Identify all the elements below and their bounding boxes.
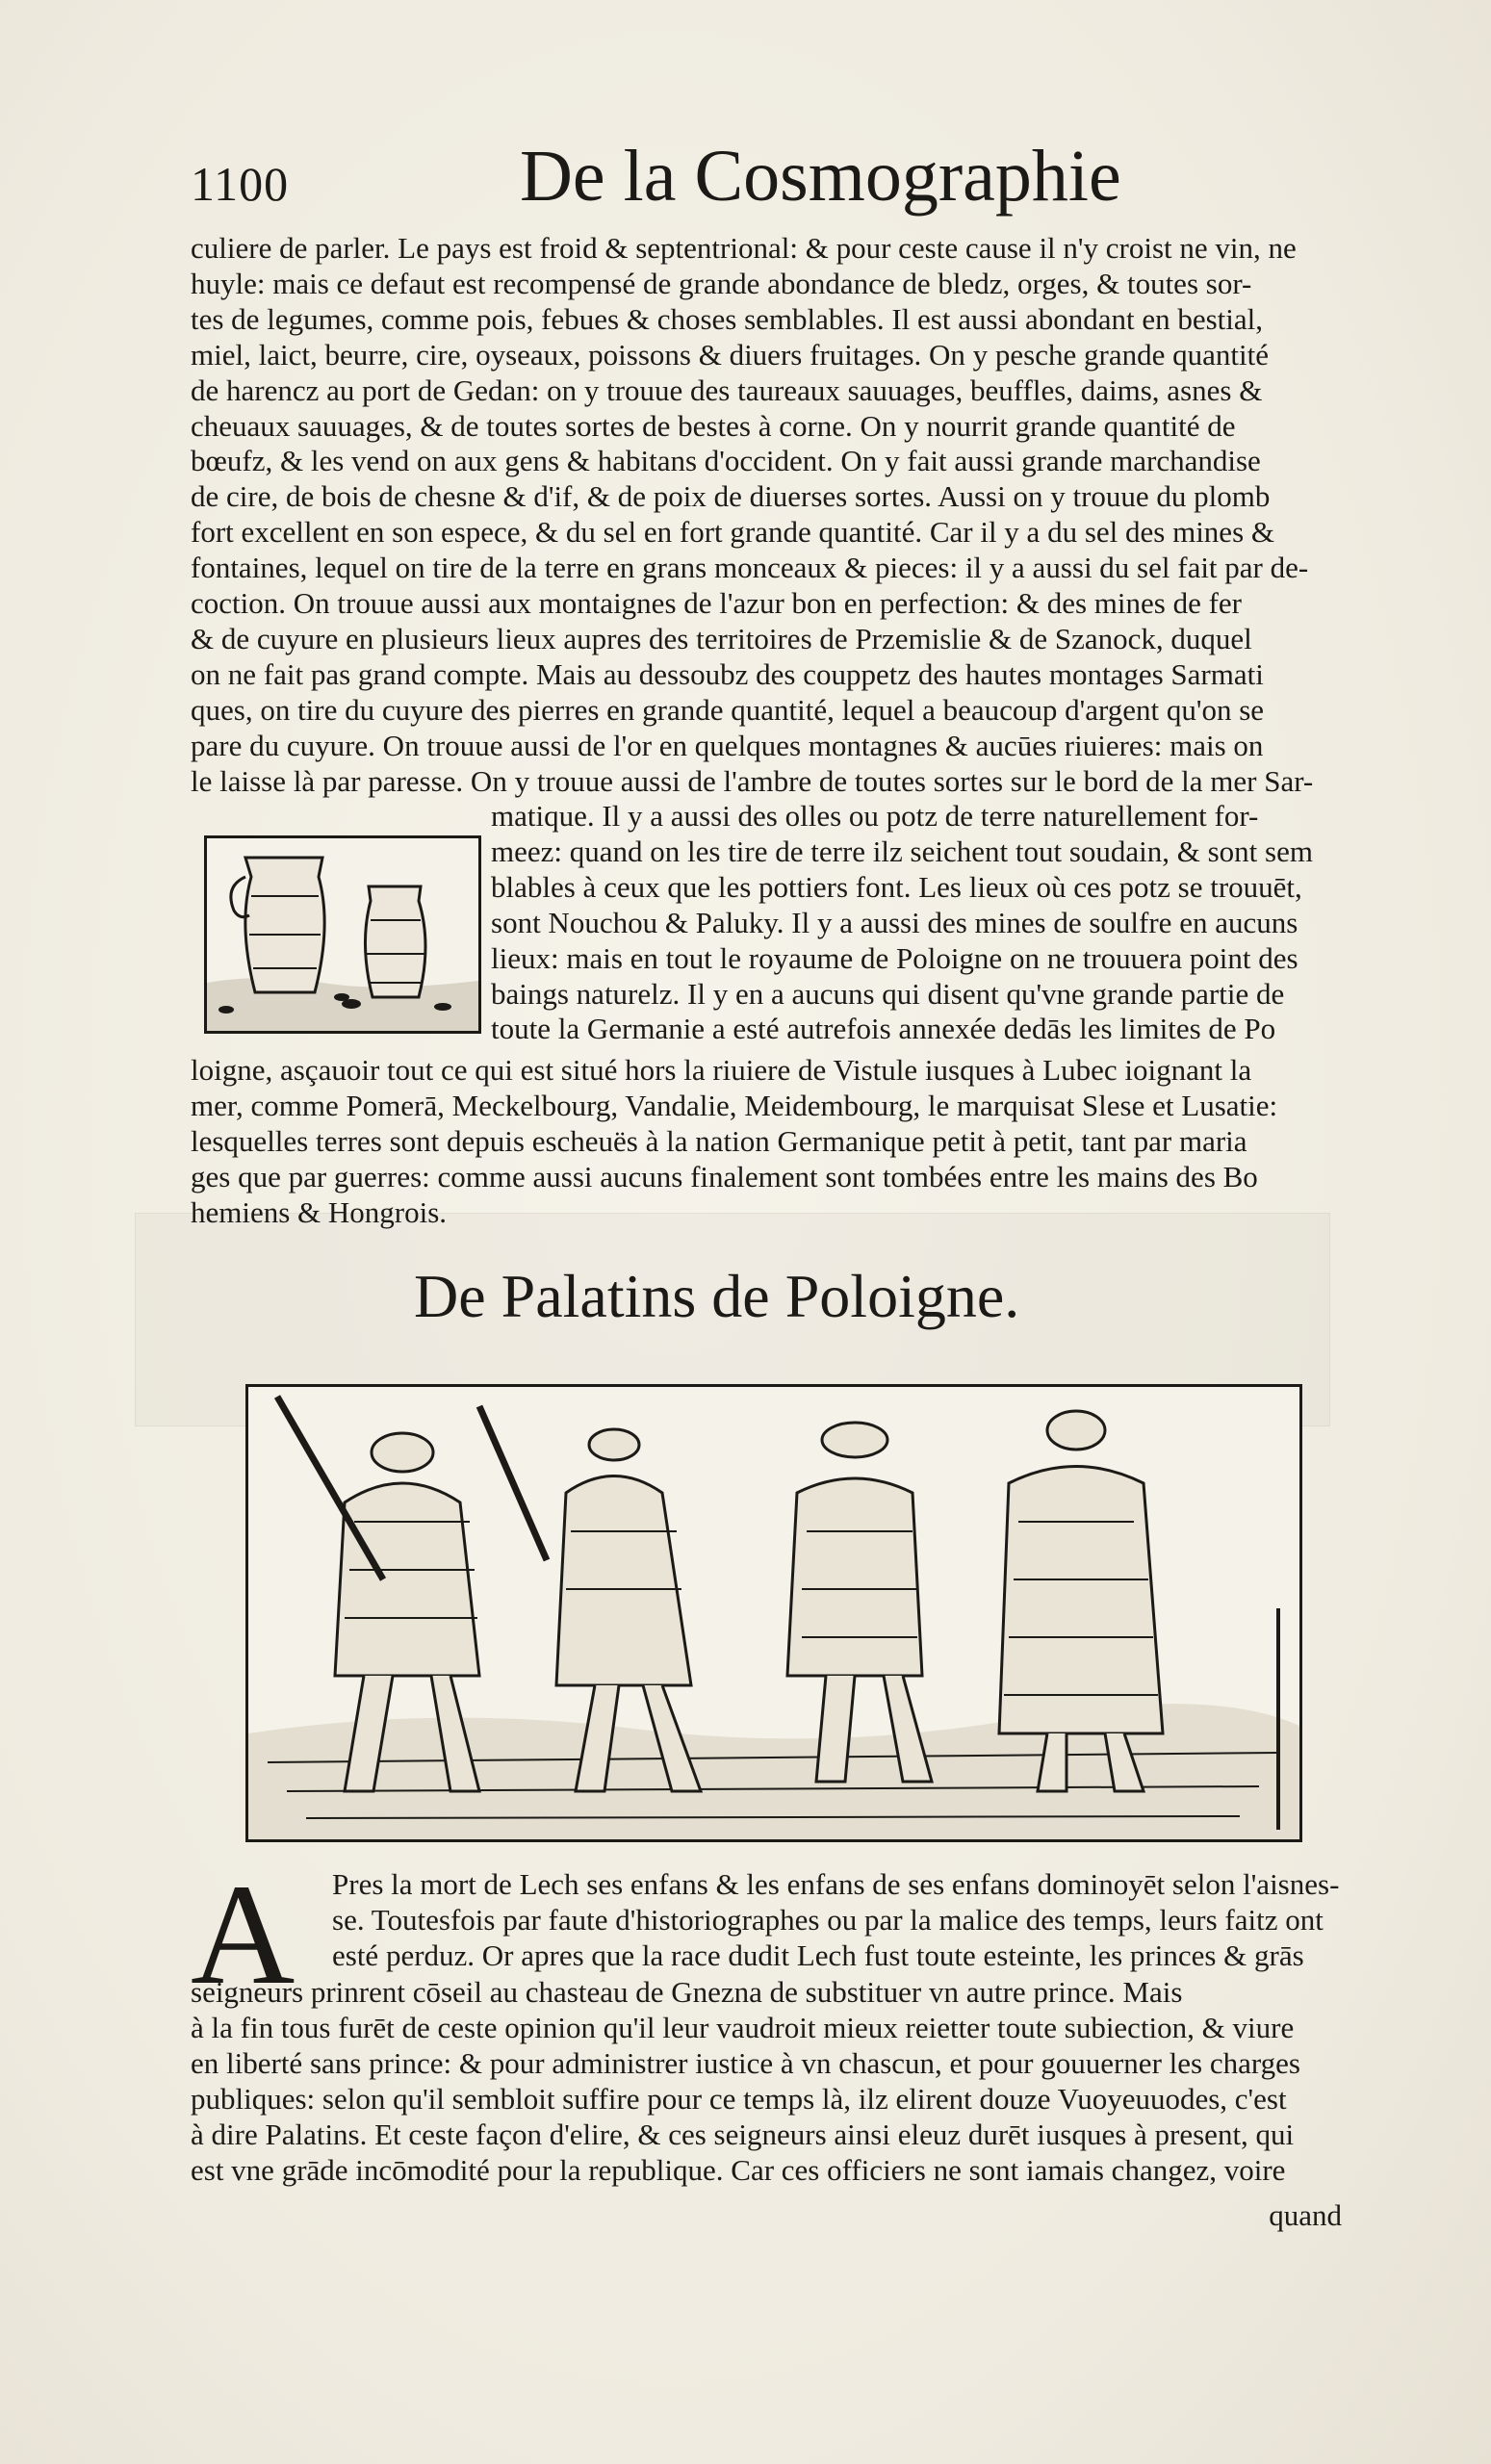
text-line: fontaines, lequel on tire de la terre en grans monceaux & pieces: il y a aussi du sel fait par de- [191, 551, 1309, 585]
text-line: tes de legumes, comme pois, febues & choses semblables. Il est aussi abondant en bestial, [191, 301, 1264, 336]
text-line: ques, on tire du cuyure des pierres en grande quantité, lequel a beaucoup d'argent qu'on se [191, 692, 1265, 727]
text-line: pare du cuyure. On trouue aussi de l'or en quelques montagnes & aucūes riuieres: mais on [191, 728, 1264, 762]
pots-illustration [207, 838, 478, 1031]
paragraph-1-continued [191, 1053, 1344, 1236]
section-heading: De Palatins de Poloigne. [414, 1262, 1020, 1330]
wrapped-text [491, 799, 1344, 1049]
pots-woodcut [204, 835, 481, 1034]
text-line: fort excellent en son espece, & du sel en fort grande quantité. Car il y a du sel des mines & [191, 515, 1274, 550]
text-line: loigne, asçauoir tout ce qui est situé hors la riuiere de Vistule iusques à Lubec ioignant la [191, 1053, 1252, 1087]
text-line: baings naturelz. Il y en a aucuns qui disent qu'vne grande partie de [491, 976, 1285, 1011]
text-line: sont Nouchou & Paluky. Il y a aussi des mines de soulfre en aucuns [491, 905, 1298, 939]
text-line: ges que par guerres: comme aussi aucuns finalement sont tombées entre les mains des Bo [191, 1159, 1258, 1194]
drop-cap: A [191, 1855, 296, 2015]
text-line: publiques: selon qu'il sembloit suffire pour ce temps là, ilz elirent douze Vuoyeuuodes, c'est [191, 2081, 1287, 2116]
paragraph-1 [191, 231, 1344, 798]
text-line: huyle: mais ce defaut est recompensé de grande abondance de bledz, orges, & toutes sor- [191, 266, 1252, 300]
text-line: esté perduz. Or apres que la race dudit Lech fust toute esteinte, les princes & grās [332, 1938, 1304, 1972]
text-line: lesquelles terres sont depuis escheuës à la nation Germanique petit à petit, tant par maria [191, 1123, 1247, 1158]
text-line: bœufz, & les vend on aux gens & habitans d'occident. On y fait aussi grande marchandise [191, 444, 1261, 478]
text-line: miel, laict, beurre, cire, oyseaux, poissons & diuers fruitages. On y pesche grande quantité [191, 337, 1269, 372]
text-line: cheuaux sauuages, & de toutes sortes de bestes à corne. On y nourrit grande quantité de [191, 408, 1236, 443]
running-title: De la Cosmographie [520, 136, 1121, 217]
text-line: culiere de parler. Le pays est froid & septentrional: & pour ceste cause il n'y croist ne vin, ne [191, 231, 1297, 265]
text-line: en liberté sans prince: & pour administrer iustice à vn chascun, et pour gouuerner les charges [191, 2045, 1300, 2080]
text-line: le laisse là par paresse. On y trouue aussi de l'ambre de toutes sortes sur le bord de la mer Sar- [191, 763, 1314, 798]
text-line: toute la Germanie a esté autrefois annexée dedās les limites de Po [491, 1012, 1276, 1046]
text-line: est vne grāde incōmodité pour la republique. Car ces officiers ne sont iamais changez, voire [191, 2152, 1286, 2187]
text-line: se. Toutesfois par faute d'historiographes ou par la malice des temps, leurs faitz ont [332, 1902, 1324, 1937]
palatins-woodcut [245, 1384, 1302, 1842]
palatins-illustration [248, 1387, 1299, 1839]
text-line: & de cuyure en plusieurs lieux aupres des territoires de Przemislie & de Szanock, duquel [191, 621, 1252, 655]
text-line: seigneurs prinrent cōseil au chasteau de Gnezna de substituer vn autre prince. Mais [191, 1975, 1183, 2009]
paragraph-2-indented [332, 1867, 1344, 1973]
text-line: de cire, de bois de chesne & d'if, & de poix de diuerses sortes. Aussi on y trouue du plomb [191, 479, 1271, 514]
text-line: meez: quand on les tire de terre ilz seichent tout soudain, & sont sem [491, 834, 1313, 868]
text-line: blables à ceux que les pottiers font. Les lieux où ces potz se trouuēt, [491, 869, 1302, 904]
paragraph-2 [191, 1975, 1344, 2245]
text-line: Pres la mort de Lech ses enfans & les enfans de ses enfans dominoyēt selon l'aisnes- [332, 1867, 1340, 1901]
text-line: on ne fait pas grand compte. Mais au dessoubz des couppetz des hautes montages Sarmati [191, 656, 1264, 691]
page-number: 1100 [191, 157, 290, 211]
text-line: à la fin tous furēt de ceste opinion qu'il leur vaudroit mieux reietter toute subiection, & viure [191, 2010, 1295, 2044]
text-line: coction. On trouue aussi aux montaignes de l'azur bon en perfection: & des mines de fer [191, 586, 1242, 621]
text-line: hemiens & Hongrois. [191, 1194, 448, 1229]
text-line: mer, comme Pomerā, Meckelbourg, Vandalie, Meidembourg, le marquisat Slese et Lusatie: [191, 1088, 1278, 1122]
text-line: lieux: mais en tout le royaume de Poloigne on ne trouuera point des [491, 940, 1298, 975]
text-line: à dire Palatins. Et ceste façon d'elire, & ces seigneurs ainsi eleuz durēt iusques à present, qui [191, 2117, 1295, 2151]
text-line: de harencz au port de Gedan: on y trouue des taureaux sauuages, beuffles, daims, asnes & [191, 372, 1263, 407]
catchword: quand [1269, 2198, 1342, 2232]
text-line: matique. Il y a aussi des olles ou potz de terre naturellement for- [491, 799, 1259, 833]
